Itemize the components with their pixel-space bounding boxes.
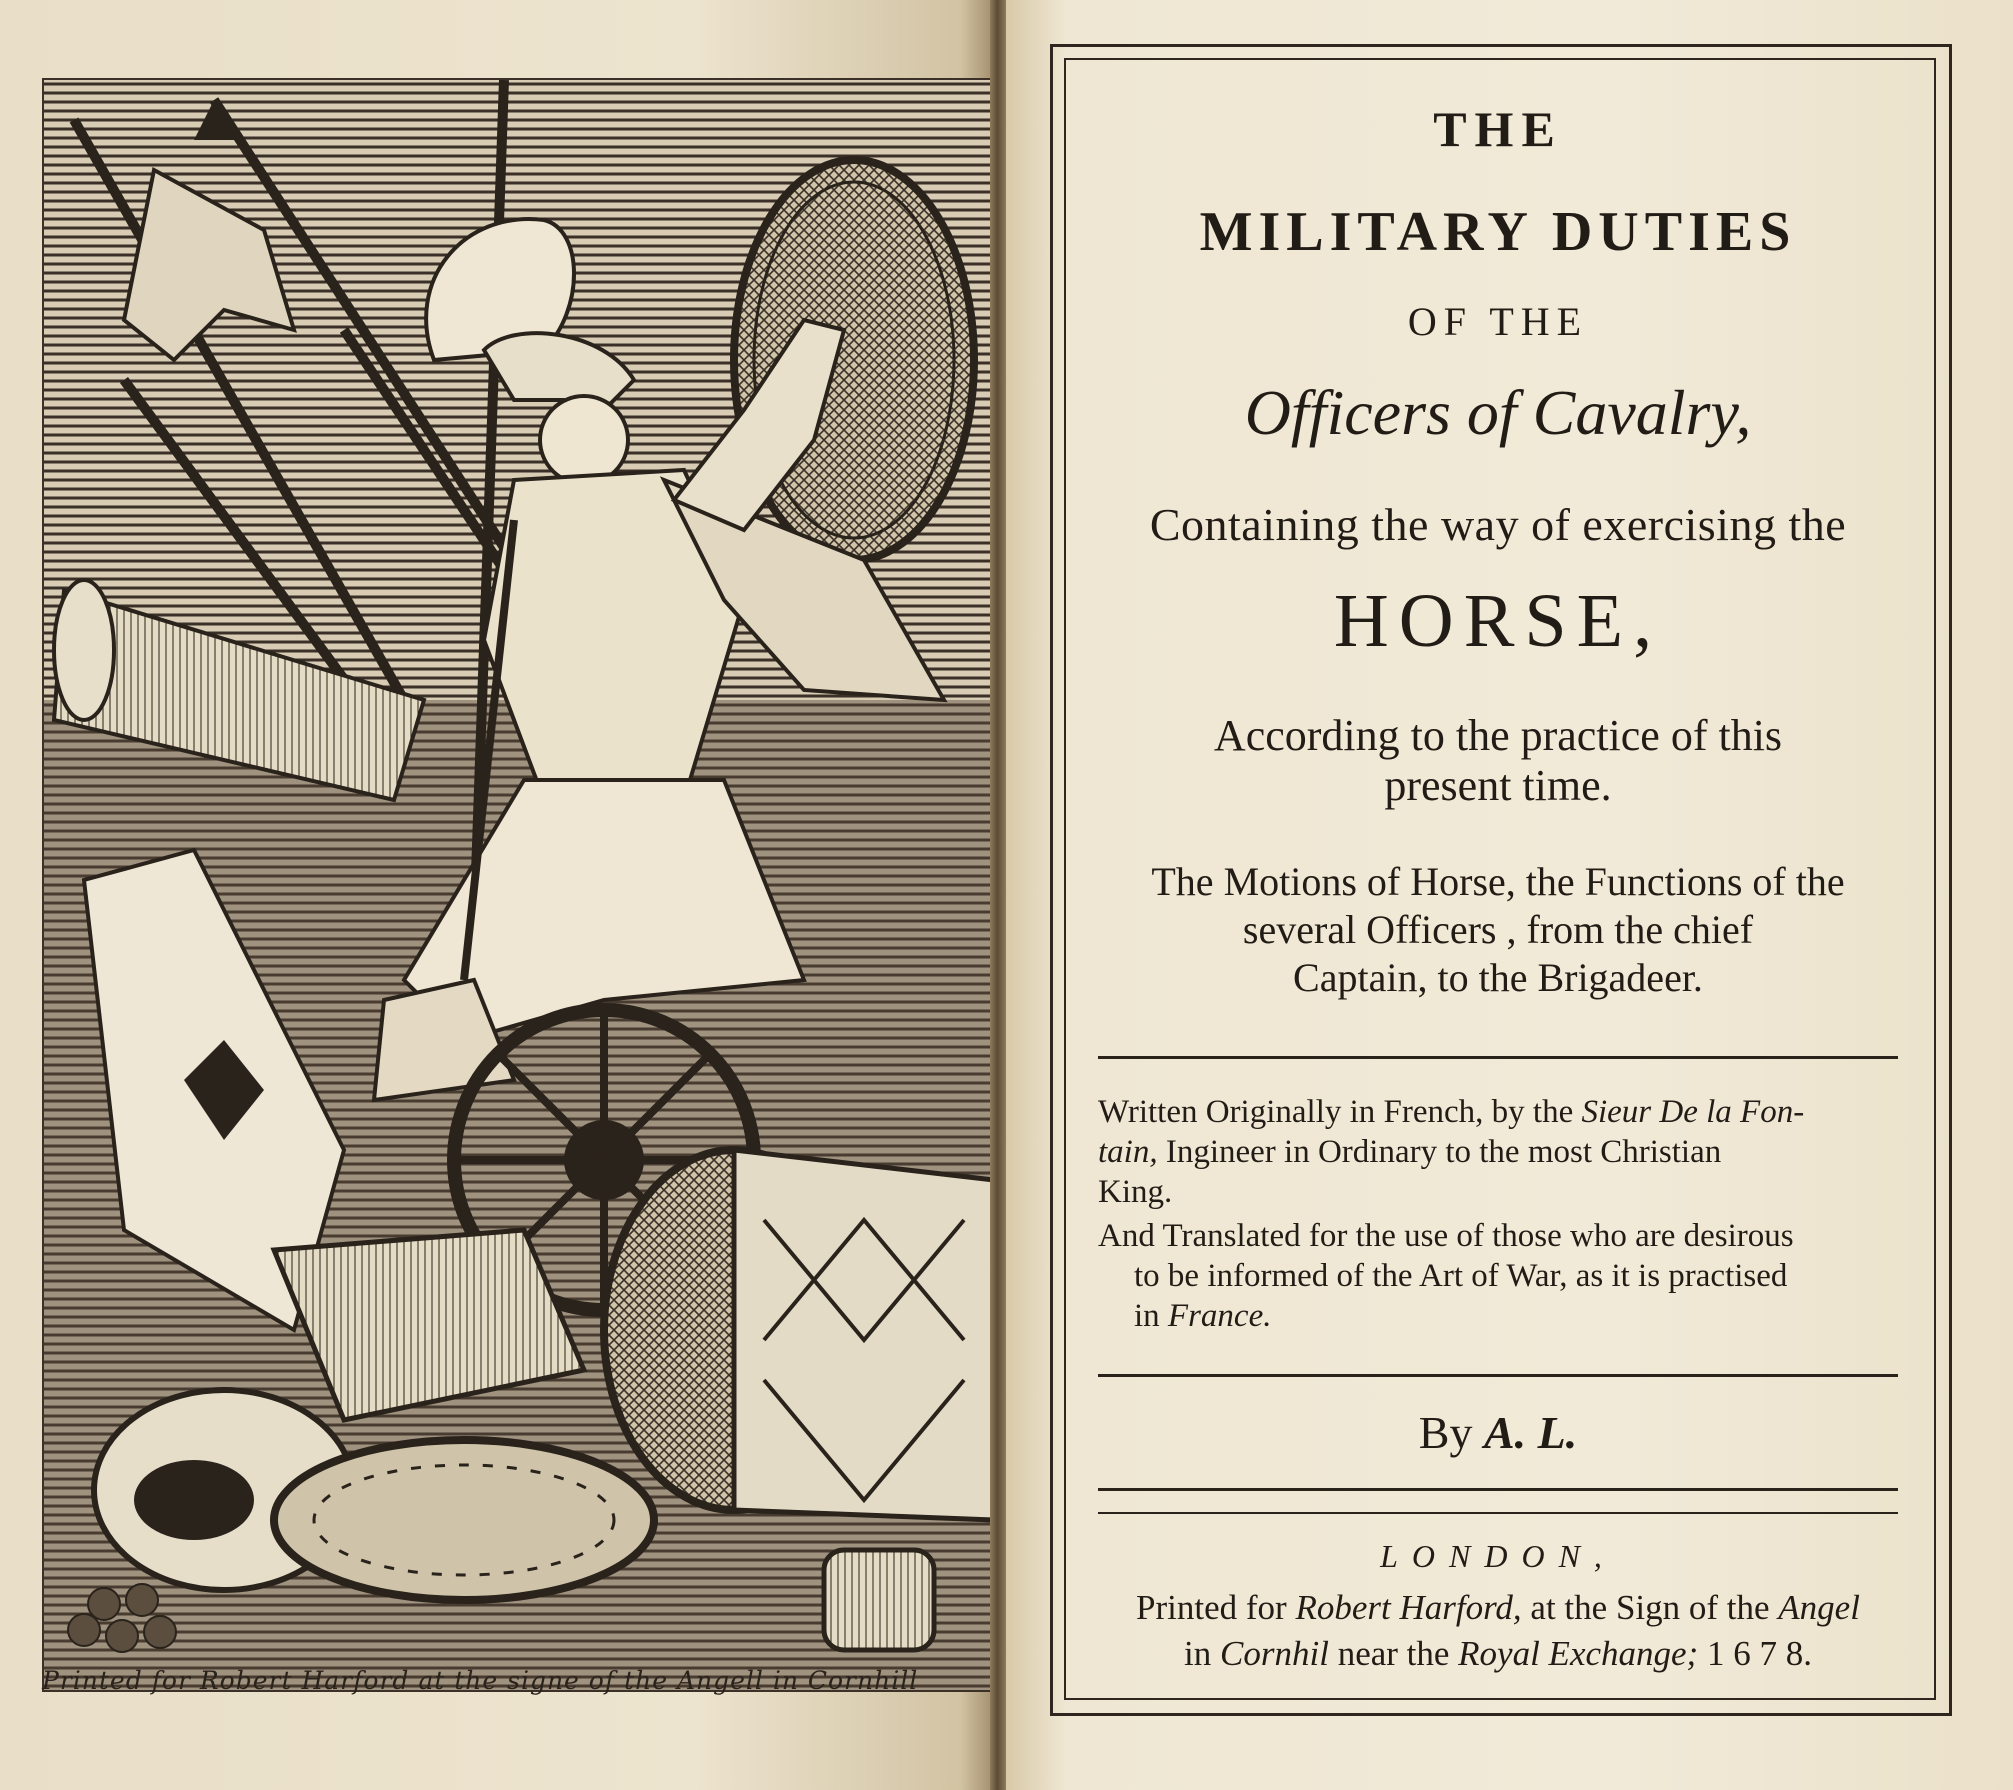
- author-name-part-1: Sieur De la Fon-: [1581, 1094, 1805, 1130]
- translated-line-3: [1134, 1296, 1944, 1336]
- written-line-1: [1098, 1092, 1908, 1132]
- horizontal-rule: [1098, 1512, 1898, 1514]
- sign-name: Angel: [1778, 1588, 1860, 1627]
- frontispiece-caption: Printed for Robert Harford at the signe of the Angell in Cornhill: [42, 1666, 919, 1695]
- translated-line-1: And Translated for the use of those who are desirous: [1098, 1218, 1794, 1254]
- imprint-text: in: [1184, 1634, 1221, 1673]
- frontispiece-engraving: [42, 78, 996, 1692]
- horizontal-rule: [1098, 1056, 1898, 1059]
- written-line-2-text: Ingineer in Ordinary to the most Christian: [1157, 1134, 1722, 1170]
- written-line-2: [1098, 1132, 1908, 1172]
- printer-name: Robert Harford,: [1295, 1588, 1522, 1627]
- imprint-place: LONDON,: [1380, 1538, 1616, 1574]
- written-line-1-text: Written Originally in French, by the: [1098, 1094, 1582, 1130]
- imprint-line-1: [1064, 1588, 1932, 1628]
- horizontal-rule: [1098, 1488, 1898, 1491]
- subtitle-containing: Containing the way of exercising the: [1149, 499, 1847, 550]
- book-gutter: [990, 0, 1006, 1790]
- imprint-text: at the Sign of the: [1521, 1588, 1779, 1627]
- by-label: By: [1418, 1407, 1484, 1458]
- title-block: [1064, 58, 1932, 1696]
- imprint-text: near the: [1328, 1634, 1459, 1673]
- horizontal-rule: [1098, 1374, 1898, 1377]
- imprint-landmark: Royal Exchange;: [1458, 1634, 1699, 1673]
- right-page: [1006, 0, 2013, 1790]
- left-page: [0, 0, 990, 1790]
- title-line-of-the: OF THE: [1407, 299, 1589, 344]
- title-line-military-duties: MILITARY DUTIES: [1199, 201, 1797, 263]
- translated-line-2: to be informed of the Art of War, as it is practised: [1134, 1258, 1788, 1294]
- author-name-part-2: tain,: [1098, 1134, 1158, 1170]
- title-line-the: THE: [1433, 101, 1563, 157]
- imprint-line-2: [1064, 1634, 1932, 1674]
- translator-initials: A. L.: [1483, 1407, 1578, 1458]
- subtitle-according-line-1: According to the practice of this: [1213, 711, 1783, 760]
- title-line-officers: Officers of Cavalry,: [1244, 377, 1752, 448]
- title-line-horse: HORSE,: [1333, 579, 1663, 663]
- subtitle-according-line-2: present time.: [1384, 761, 1612, 810]
- subtitle-motions-line-1: The Motions of Horse, the Functions of the: [1151, 859, 1845, 904]
- subtitle-motions-line-2: several Officers , from the chief: [1242, 907, 1754, 952]
- imprint-text: Printed for: [1136, 1588, 1296, 1627]
- imprint-year: 1 6 7 8.: [1698, 1634, 1812, 1673]
- subtitle-motions-line-3: Captain, to the Brigadeer.: [1293, 955, 1703, 1000]
- imprint-location: Cornhil: [1220, 1634, 1329, 1673]
- translated-country: France.: [1167, 1298, 1272, 1334]
- translated-line-3-text: in: [1134, 1298, 1168, 1334]
- by-line: [1064, 1406, 1932, 1459]
- written-line-3: King.: [1098, 1174, 1173, 1210]
